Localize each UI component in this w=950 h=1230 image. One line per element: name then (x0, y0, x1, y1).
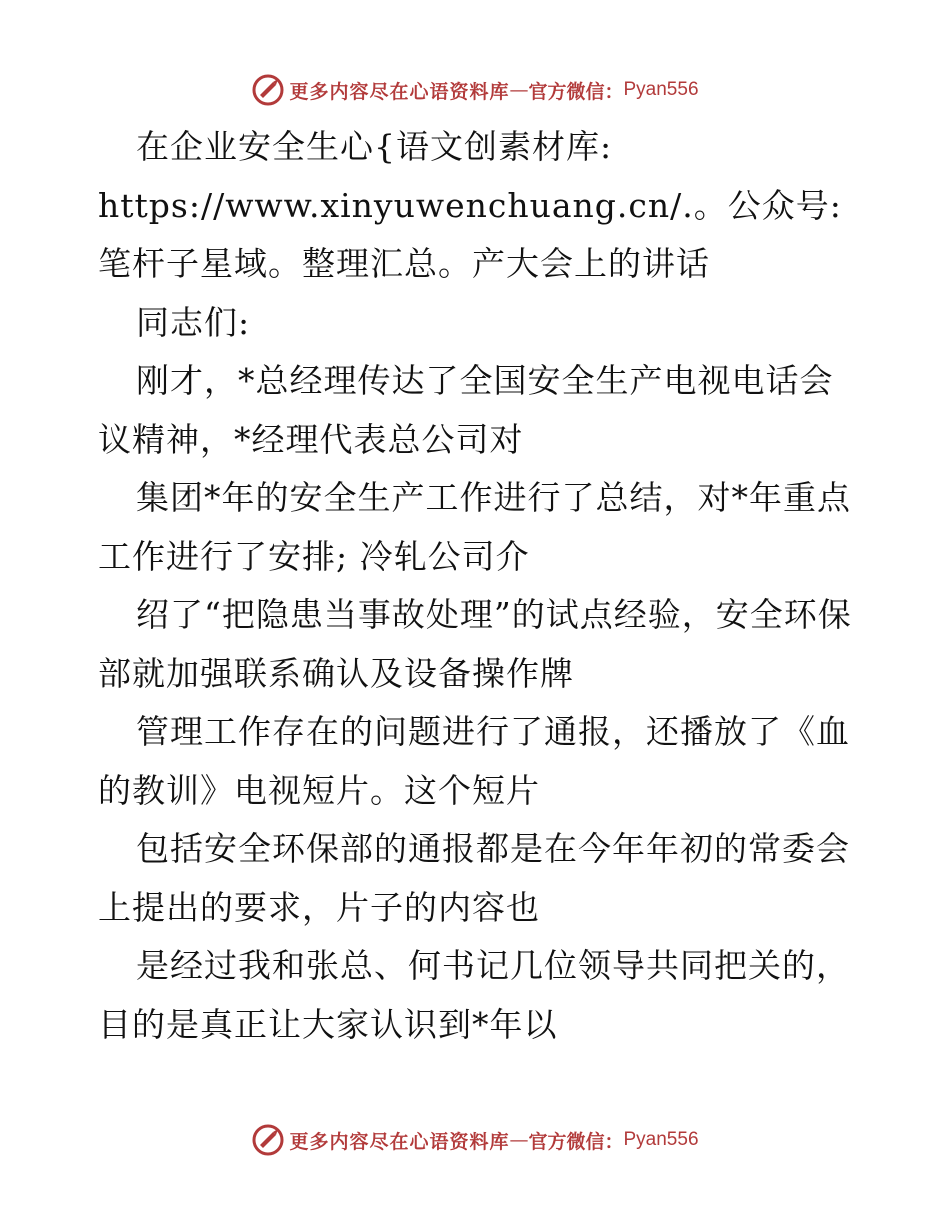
footer-banner (0, 1120, 950, 1160)
banner-separator: — (509, 1129, 529, 1151)
header-banner (0, 70, 950, 110)
paragraph-title: 在企业安全生心{语文创素材库: https://www.xinyuwenchuang.cn/.。公众号: 笔杆子星域。整理汇总。产大会上的讲话 (98, 127, 854, 283)
banner-wechat-id: Pyan556 (623, 79, 699, 100)
paragraph: 管理工作存在的问题进行了通报，还播放了《血的教训》电视短片。这个短片 (98, 712, 850, 810)
banner-wechat-label: 官方微信： (528, 1130, 624, 1153)
banner-separator: — (509, 79, 529, 101)
brand-logo-icon (251, 73, 285, 107)
brand-logo-icon (251, 1123, 285, 1157)
paragraph: 是经过我和张总、何书记几位领导共同把关的，目的是真正让大家认识到*年以 (98, 946, 850, 1044)
paragraph-salutation: 同志们: (136, 302, 251, 342)
banner-wechat-label: 官方微信： (528, 80, 624, 103)
banner-main-text: 更多内容尽在心语资料库 (289, 80, 510, 103)
paragraph: 集团*年的安全生产工作进行了总结，对*年重点工作进行了安排; 冷轧公司介 (98, 478, 851, 576)
banner-main-text: 更多内容尽在心语资料库 (289, 1130, 510, 1153)
document-body (98, 118, 858, 1054)
banner-wechat-id: Pyan556 (623, 1129, 699, 1150)
paragraph: 包括安全环保部的通报都是在今年年初的常委会上提出的要求，片子的内容也 (98, 829, 850, 927)
paragraph: 绍了“把隐患当事故处理”的试点经验，安全环保部就加强联系确认及设备操作牌 (98, 595, 852, 693)
paragraph: 刚才，*总经理传达了全国安全生产电视电话会议精神，*经理代表总公司对 (98, 361, 834, 459)
